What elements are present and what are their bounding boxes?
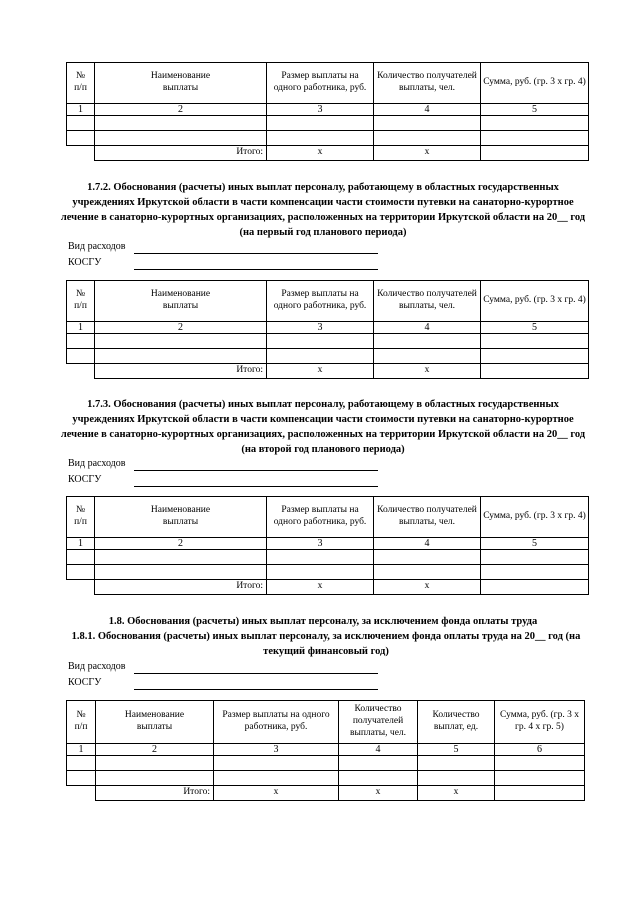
col-header-name: Наименование выплаты bbox=[95, 63, 267, 104]
col-header-name: Наименование выплаты bbox=[96, 701, 214, 744]
expense-type-line bbox=[134, 673, 378, 674]
col-num: 3 bbox=[267, 538, 374, 550]
col-num: 5 bbox=[481, 104, 589, 116]
col-header-num: № п/п bbox=[67, 497, 95, 538]
kosgu-label: КОСГУ bbox=[68, 474, 102, 485]
col-header-sum: Сумма, руб. (гр. 3 x гр. 4 x гр. 5) bbox=[495, 701, 585, 744]
section-heading-1-8: 1.8. Обоснования (расчеты) иных выплат персоналу, за исключением фонда оплаты труда bbox=[108, 616, 538, 627]
col-header-payments-count: Количество выплат, ед. bbox=[418, 701, 495, 744]
col-num: 2 bbox=[96, 744, 214, 756]
total-row bbox=[67, 364, 589, 379]
total-x: x bbox=[374, 580, 481, 595]
col-header-name: Наименование выплаты bbox=[95, 497, 267, 538]
table-row bbox=[67, 771, 585, 786]
table-row bbox=[67, 565, 589, 580]
col-header-name: Наименование выплаты bbox=[95, 281, 267, 322]
total-label: Итого: bbox=[95, 146, 267, 161]
expense-type-line bbox=[134, 470, 378, 471]
table-row bbox=[67, 756, 585, 771]
total-row bbox=[67, 786, 585, 801]
expense-type-label: Вид расходов bbox=[68, 458, 126, 469]
col-num: 3 bbox=[267, 322, 374, 334]
col-header-size: Размер выплаты на одного работника, руб. bbox=[267, 63, 374, 104]
total-label: Итого: bbox=[95, 364, 267, 379]
col-header-num: № п/п bbox=[67, 281, 95, 322]
expense-type-label: Вид расходов bbox=[68, 661, 126, 672]
table-4 bbox=[66, 700, 585, 801]
total-x: x bbox=[267, 580, 374, 595]
table-2 bbox=[66, 280, 589, 379]
total-row bbox=[67, 580, 589, 595]
col-header-size: Размер выплаты на одного работника, руб. bbox=[214, 701, 339, 744]
col-num: 2 bbox=[95, 322, 267, 334]
total-x: x bbox=[418, 786, 495, 801]
col-num: 5 bbox=[481, 322, 589, 334]
col-header-num: № п/п bbox=[67, 63, 95, 104]
total-x: x bbox=[267, 364, 374, 379]
col-num: 5 bbox=[481, 538, 589, 550]
table-row bbox=[67, 349, 589, 364]
section-heading-1-8-1: 1.8.1. Обоснования (расчеты) иных выплат персоналу, за исключением фонда оплаты труда на 20__ год (на текущий финансовый год) bbox=[71, 631, 581, 657]
col-header-sum: Сумма, руб. (гр. 3 x гр. 4) bbox=[481, 497, 589, 538]
total-label: Итого: bbox=[96, 786, 214, 801]
expense-type-line bbox=[134, 253, 378, 254]
col-num: 1 bbox=[67, 538, 95, 550]
col-num: 1 bbox=[67, 104, 95, 116]
col-header-size: Размер выплаты на одного работника, руб. bbox=[267, 497, 374, 538]
col-header-sum: Сумма, руб. (гр. 3 x гр. 4) bbox=[481, 63, 589, 104]
total-x: x bbox=[339, 786, 418, 801]
table-row bbox=[67, 131, 589, 146]
col-header-size: Размер выплаты на одного работника, руб. bbox=[267, 281, 374, 322]
table-row bbox=[67, 550, 589, 565]
col-num: 2 bbox=[95, 104, 267, 116]
col-header-recipients: Количество получателей выплаты, чел. bbox=[374, 63, 481, 104]
total-x: x bbox=[214, 786, 339, 801]
section-heading-1-7-3: 1.7.3. Обоснования (расчеты) иных выплат персоналу, работающему в областных государственных учреждениях Иркутской области в части компенсации части стоимости путевки на санаторно-курортное лечение в санаторно-курортных организациях, расположенных на территории Иркутской области на 20__ год (на второй год планового периода) bbox=[60, 399, 586, 455]
kosgu-line bbox=[134, 689, 378, 690]
table-row bbox=[67, 334, 589, 349]
col-header-num: № п/п bbox=[67, 701, 96, 744]
col-header-sum: Сумма, руб. (гр. 3 x гр. 4) bbox=[481, 281, 589, 322]
total-label: Итого: bbox=[95, 580, 267, 595]
kosgu-line bbox=[134, 269, 378, 270]
col-num: 3 bbox=[214, 744, 339, 756]
total-x: x bbox=[374, 146, 481, 161]
col-num: 3 bbox=[267, 104, 374, 116]
col-num: 4 bbox=[339, 744, 418, 756]
kosgu-label: КОСГУ bbox=[68, 677, 102, 688]
col-num: 2 bbox=[95, 538, 267, 550]
col-num: 5 bbox=[418, 744, 495, 756]
total-row bbox=[67, 146, 589, 161]
col-num: 6 bbox=[495, 744, 585, 756]
col-header-recipients: Количество получателей выплаты, чел. bbox=[374, 497, 481, 538]
section-heading-1-7-2: 1.7.2. Обоснования (расчеты) иных выплат персоналу, работающему в областных государственных учреждениях Иркутской области в части компенсации части стоимости путевки на санаторно-курортное лечение в санаторно-курортных организациях, расположенных на территории Иркутской области на 20__ год (на первый год планового периода) bbox=[60, 182, 586, 238]
col-num: 4 bbox=[374, 538, 481, 550]
col-num: 1 bbox=[67, 744, 96, 756]
kosgu-label: КОСГУ bbox=[68, 257, 102, 268]
table-1 bbox=[66, 62, 589, 161]
col-header-recipients: Количество получателей выплаты, чел. bbox=[374, 281, 481, 322]
table-row bbox=[67, 116, 589, 131]
col-num: 4 bbox=[374, 322, 481, 334]
col-num: 4 bbox=[374, 104, 481, 116]
col-num: 1 bbox=[67, 322, 95, 334]
kosgu-line bbox=[134, 486, 378, 487]
expense-type-label: Вид расходов bbox=[68, 241, 126, 252]
col-header-recipients: Количество получателей выплаты, чел. bbox=[339, 701, 418, 744]
table-3 bbox=[66, 496, 589, 595]
total-x: x bbox=[267, 146, 374, 161]
total-x: x bbox=[374, 364, 481, 379]
